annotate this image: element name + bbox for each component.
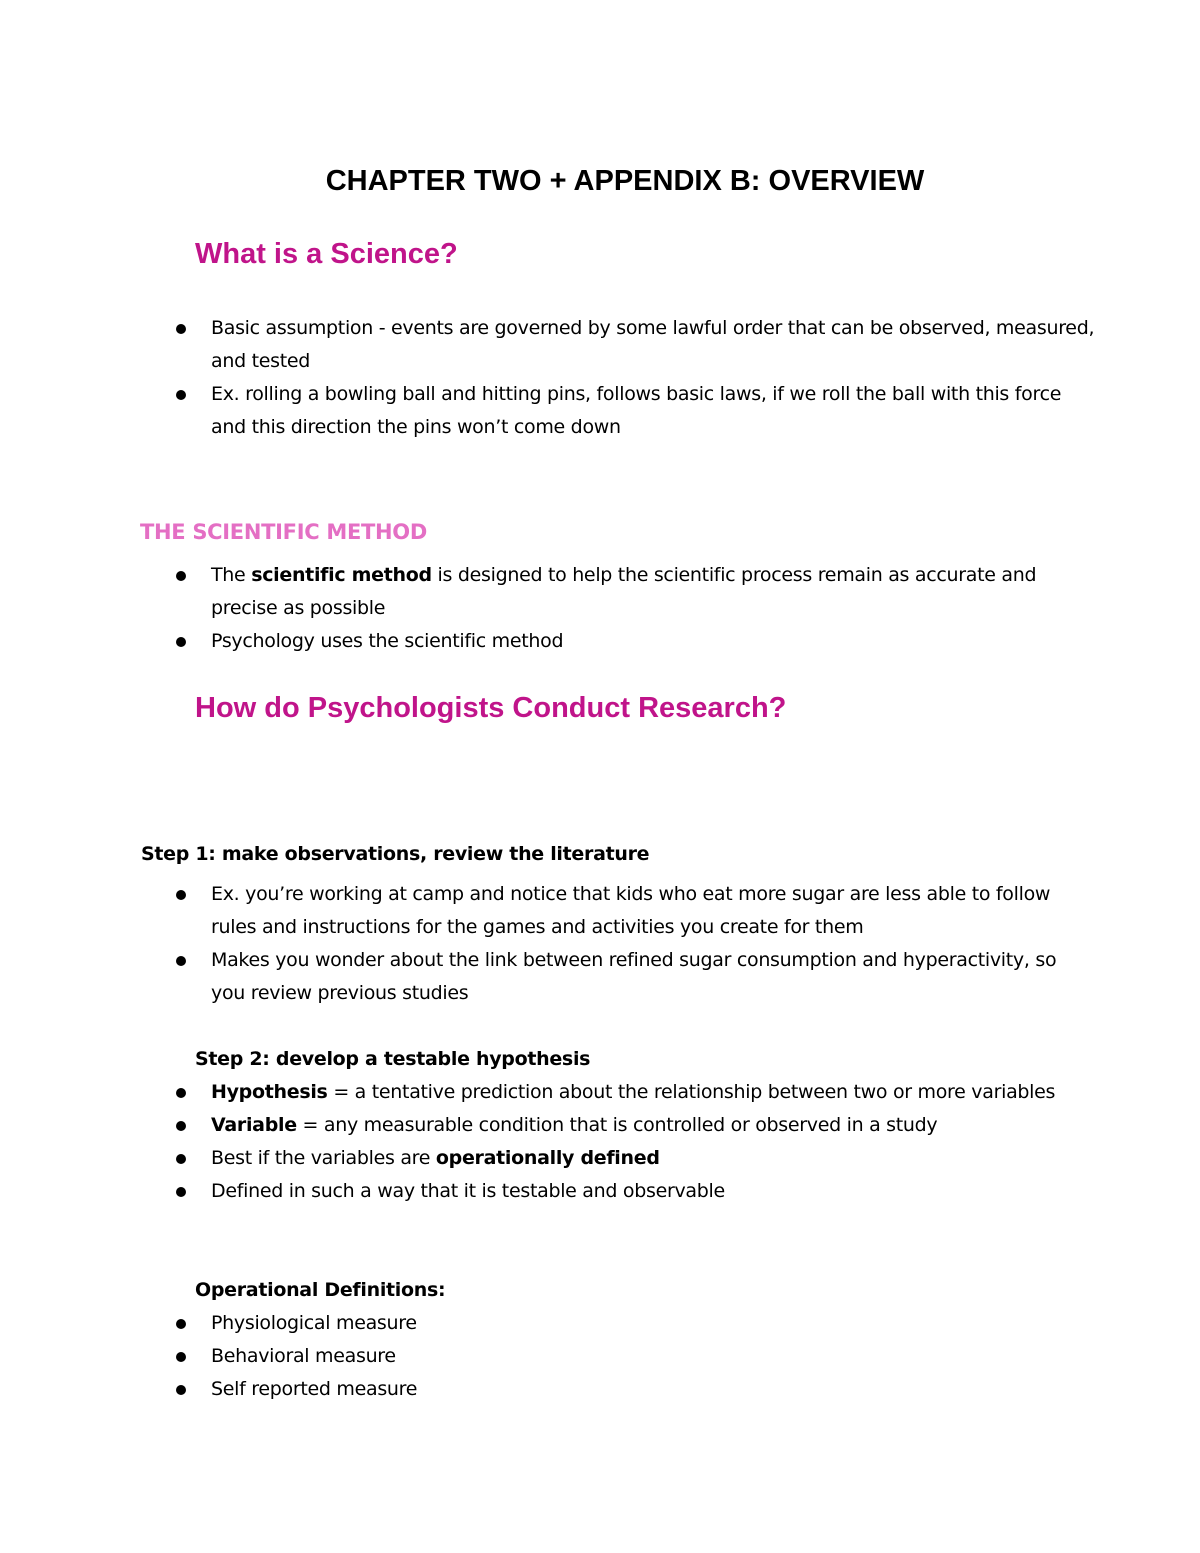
heading-scientific-method: THE SCIENTIFIC METHOD — [140, 520, 427, 544]
step2-bullet-list — [176, 1076, 1096, 1208]
bullet-icon — [176, 1385, 186, 1395]
method-bullet-list — [176, 559, 1096, 658]
list-item: Basic assumption - events are governed by some lawful order that can be observed, measured, and tested — [176, 312, 1096, 378]
bullet-icon — [176, 1319, 186, 1329]
bullet-icon — [176, 324, 186, 334]
document-title: CHAPTER TWO + APPENDIX B: OVERVIEW — [325, 165, 925, 197]
bullet-icon — [176, 890, 186, 900]
bullet-icon — [176, 390, 186, 400]
list-item: Best if the variables are operationally defined — [176, 1142, 1096, 1175]
heading-what-is-science: What is a Science? — [195, 238, 458, 270]
bullet-icon — [176, 637, 186, 647]
list-item: Ex. rolling a bowling ball and hitting pins, follows basic laws, if we roll the ball with this force and this direction the pins won’t come down — [176, 378, 1096, 444]
opdefs-heading: Operational Definitions: — [195, 1279, 446, 1301]
bullet-icon — [176, 1121, 186, 1131]
list-item: Ex. you’re working at camp and notice that kids who eat more sugar are less able to follow rules and instructions for the games and activities you create for them — [176, 878, 1096, 944]
list-item: Variable = any measurable condition that is controlled or observed in a study — [176, 1109, 1096, 1142]
bullet-icon — [176, 1187, 186, 1197]
list-item: Self reported measure — [176, 1373, 1096, 1406]
list-item: Makes you wonder about the link between refined sugar consumption and hyperactivity, so you review previous studies — [176, 944, 1096, 1010]
bullet-icon — [176, 571, 186, 581]
list-item: Psychology uses the scientific method — [176, 625, 1096, 658]
step2-heading: Step 2: develop a testable hypothesis — [195, 1048, 591, 1070]
opdefs-bullet-list — [176, 1307, 1096, 1406]
step1-heading: Step 1: make observations, review the literature — [141, 843, 650, 865]
list-item: Physiological measure — [176, 1307, 1096, 1340]
bullet-icon — [176, 1154, 186, 1164]
step1-bullet-list — [176, 878, 1096, 1010]
bullet-icon — [176, 1352, 186, 1362]
list-item: The scientific method is designed to help the scientific process remain as accurate and precise as possible — [176, 559, 1096, 625]
list-item: Behavioral measure — [176, 1340, 1096, 1373]
list-item: Hypothesis = a tentative prediction about the relationship between two or more variables — [176, 1076, 1096, 1109]
heading-conduct-research: How do Psychologists Conduct Research? — [195, 692, 787, 724]
bullet-icon — [176, 956, 186, 966]
bullet-icon — [176, 1088, 186, 1098]
list-item: Defined in such a way that it is testable and observable — [176, 1175, 1096, 1208]
science-bullet-list — [176, 312, 1096, 444]
